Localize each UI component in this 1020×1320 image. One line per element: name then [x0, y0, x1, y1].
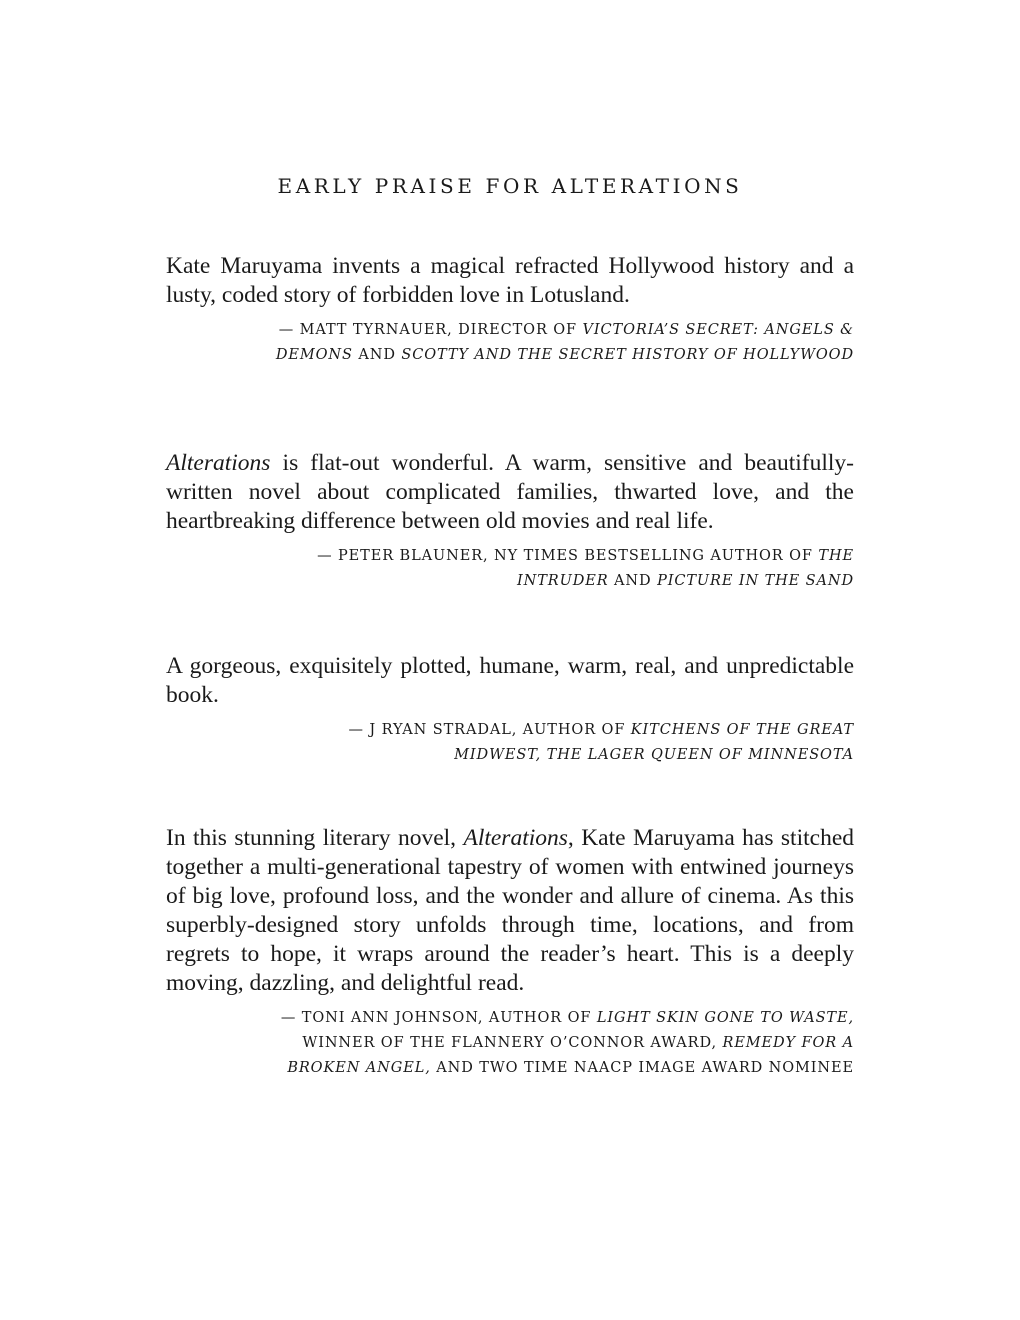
praise-quote: [166, 652, 854, 710]
attribution-text: — PETER BLAUNER, NY TIMES BESTSELLING AUTHOR OF: [317, 548, 819, 564]
attribution-text: AND: [352, 347, 402, 363]
attribution-title: VICTORIA’S SECRET: ANGELS & DEMONS: [275, 322, 854, 363]
praise-entry: [166, 652, 854, 768]
quote-text: Kate Maruyama invents a magical refracted Hollywood history and a lusty, coded story of forbidden love in Lotusland.: [166, 253, 854, 308]
praise-attribution: [166, 544, 854, 594]
quote-book-title: Alterations: [463, 825, 568, 851]
page-heading: EARLY PRAISE FOR ALTERATIONS: [277, 174, 743, 198]
attribution-title: REMEDY FOR A BROKEN ANGEL,: [287, 1035, 854, 1076]
attribution-text: AND: [608, 573, 658, 589]
praise-attribution: [166, 718, 854, 768]
praise-attribution: [166, 1006, 854, 1081]
attribution-text: — TONI ANN JOHNSON, AUTHOR OF: [280, 1010, 597, 1026]
praise-entry: [166, 824, 854, 1081]
quote-text: , Kate Maruyama has stitched together a multi-generational tapestry of women with entwined journeys of big love, profound loss, and the wonder and allure of cinema. As this superbly-designed story unfolds through time, locations, and from regrets to hope, it wraps around the reader’s heart. This is a deeply moving, dazzling, and delightful read.: [166, 825, 854, 996]
attribution-title: PICTURE IN THE SAND: [657, 573, 854, 589]
praise-quote: [166, 252, 854, 310]
praise-entry: [166, 252, 854, 368]
attribution-title: KITCHENS OF THE GREAT MIDWEST, THE LAGER QUEEN OF MINNESOTA: [454, 722, 854, 763]
attribution-text: — J RYAN STRADAL, AUTHOR OF: [348, 722, 631, 738]
praise-attribution: [166, 318, 854, 368]
attribution-title: THE INTRUDER: [516, 548, 854, 589]
attribution-title: SCOTTY AND THE SECRET HISTORY OF HOLLYWOOD: [401, 347, 854, 363]
praise-quote: [166, 449, 854, 536]
quote-text: is flat-out wonderful. A warm, sensitive and beautifully-written novel about complicated families, thwarted love, and the heartbreaking difference between old movies and real life.: [166, 450, 854, 534]
attribution-text: AND TWO TIME NAACP IMAGE AWARD NOMINEE: [430, 1060, 854, 1076]
quote-text: A gorgeous, exquisitely plotted, humane, warm, real, and unpredictable book.: [166, 653, 854, 708]
attribution-text: — MATT TYRNAUER, DIRECTOR OF: [278, 322, 583, 338]
attribution-text: WINNER OF THE FLANNERY O’CONNOR AWARD,: [302, 1035, 723, 1051]
praise-entry: [166, 449, 854, 594]
attribution-title: LIGHT SKIN GONE TO WASTE,: [596, 1010, 854, 1026]
quote-text: In this stunning literary novel,: [166, 825, 464, 851]
praise-quote: [166, 824, 854, 998]
quote-book-title: Alterations: [166, 450, 271, 476]
